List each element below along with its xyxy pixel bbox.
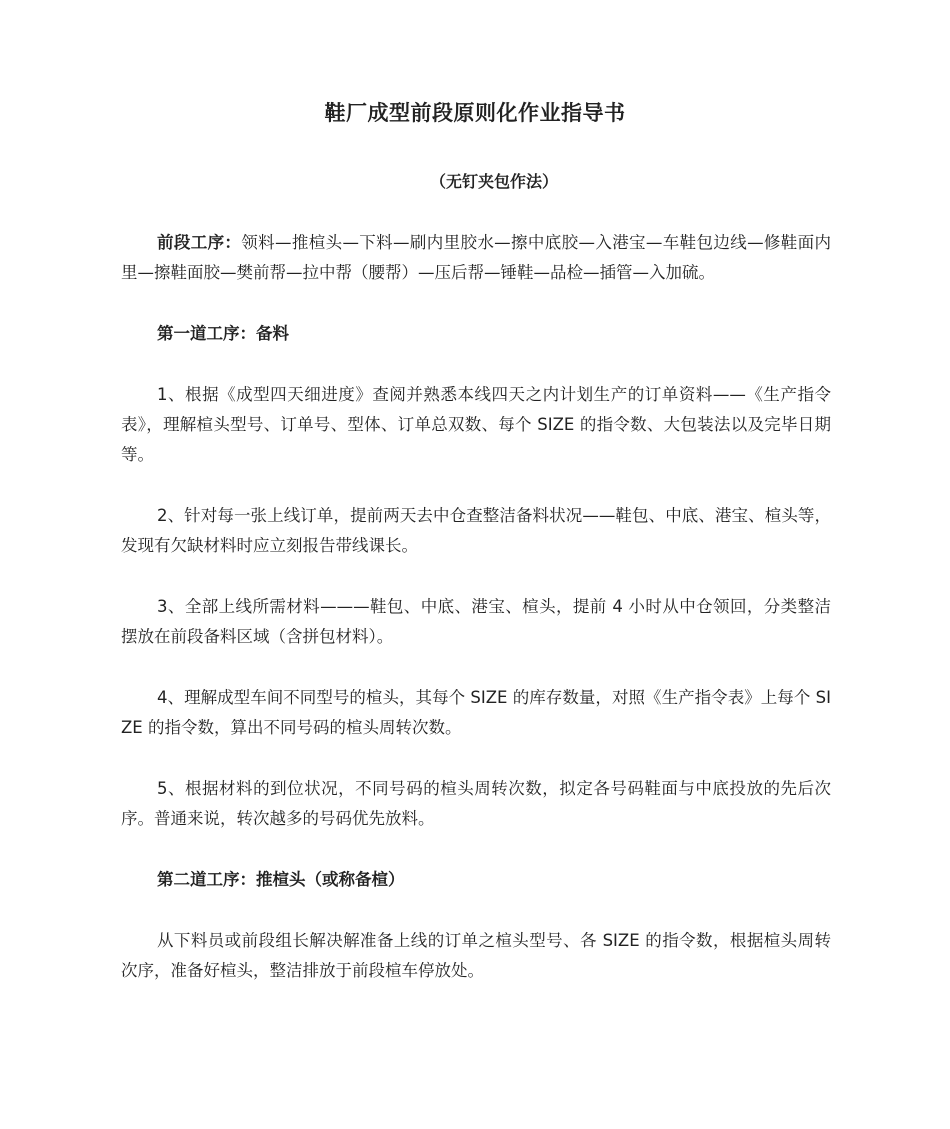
section2-heading: 第二道工序：推楦头（或称备楦） [157, 870, 405, 889]
section2-paragraph: 从下料员或前段组长解决解准备上线的订单之楦头型号、各 SIZE 的指令数，根据楦头周转次序，准备好楦头，整洁排放于前段楦车停放处。 [121, 931, 831, 980]
section1-heading: 第一道工序：备料 [157, 324, 289, 343]
document-title: 鞋厂成型前段原则化作业指导书 [324, 101, 626, 125]
section1-item-5: 5、根据材料的到位状况，不同号码的楦头周转次数，拟定各号码鞋面与中底投放的先后次序。普通来说，转次越多的号码优先放料。 [121, 779, 831, 828]
intro-label: 前段工序： [157, 233, 242, 252]
document-body [121, 228, 831, 986]
intro-paragraph [121, 228, 831, 288]
intro-text: 领料—推楦头—下料—刷内里胶水—擦中底胶—入港宝—车鞋包边线—修鞋面内里—擦鞋面胶—樊前帮—拉中帮（腰帮）—压后帮—锤鞋—品检—插管—入加硫。 [121, 233, 832, 282]
section1-item-2: 2、针对每一张上线订单，提前两天去中仓查整洁备料状况——鞋包、中底、港宝、楦头等，发现有欠缺材料时应立刻报告带线课长。 [121, 506, 831, 555]
section1-item-1: 1、根据《成型四天细进度》查阅并熟悉本线四天之内计划生产的订单资料——《生产指令表》，理解楦头型号、订单号、型体、订单总双数、每个 SIZE 的指令数、大包装法以及完毕日期等。 [121, 385, 831, 464]
document-subtitle: （无钉夹包作法） [429, 172, 558, 191]
section1-item-4: 4、理解成型车间不同型号的楦头，其每个 SIZE 的库存数量，对照《生产指令表》上每个 SIZE 的指令数，算出不同号码的楦头周转次数。 [121, 688, 831, 737]
section1-item-3: 3、全部上线所需材料———鞋包、中底、港宝、楦头，提前 4 小时从中仓领回，分类整洁摆放在前段备料区域（含拼包材料）。 [121, 597, 831, 646]
